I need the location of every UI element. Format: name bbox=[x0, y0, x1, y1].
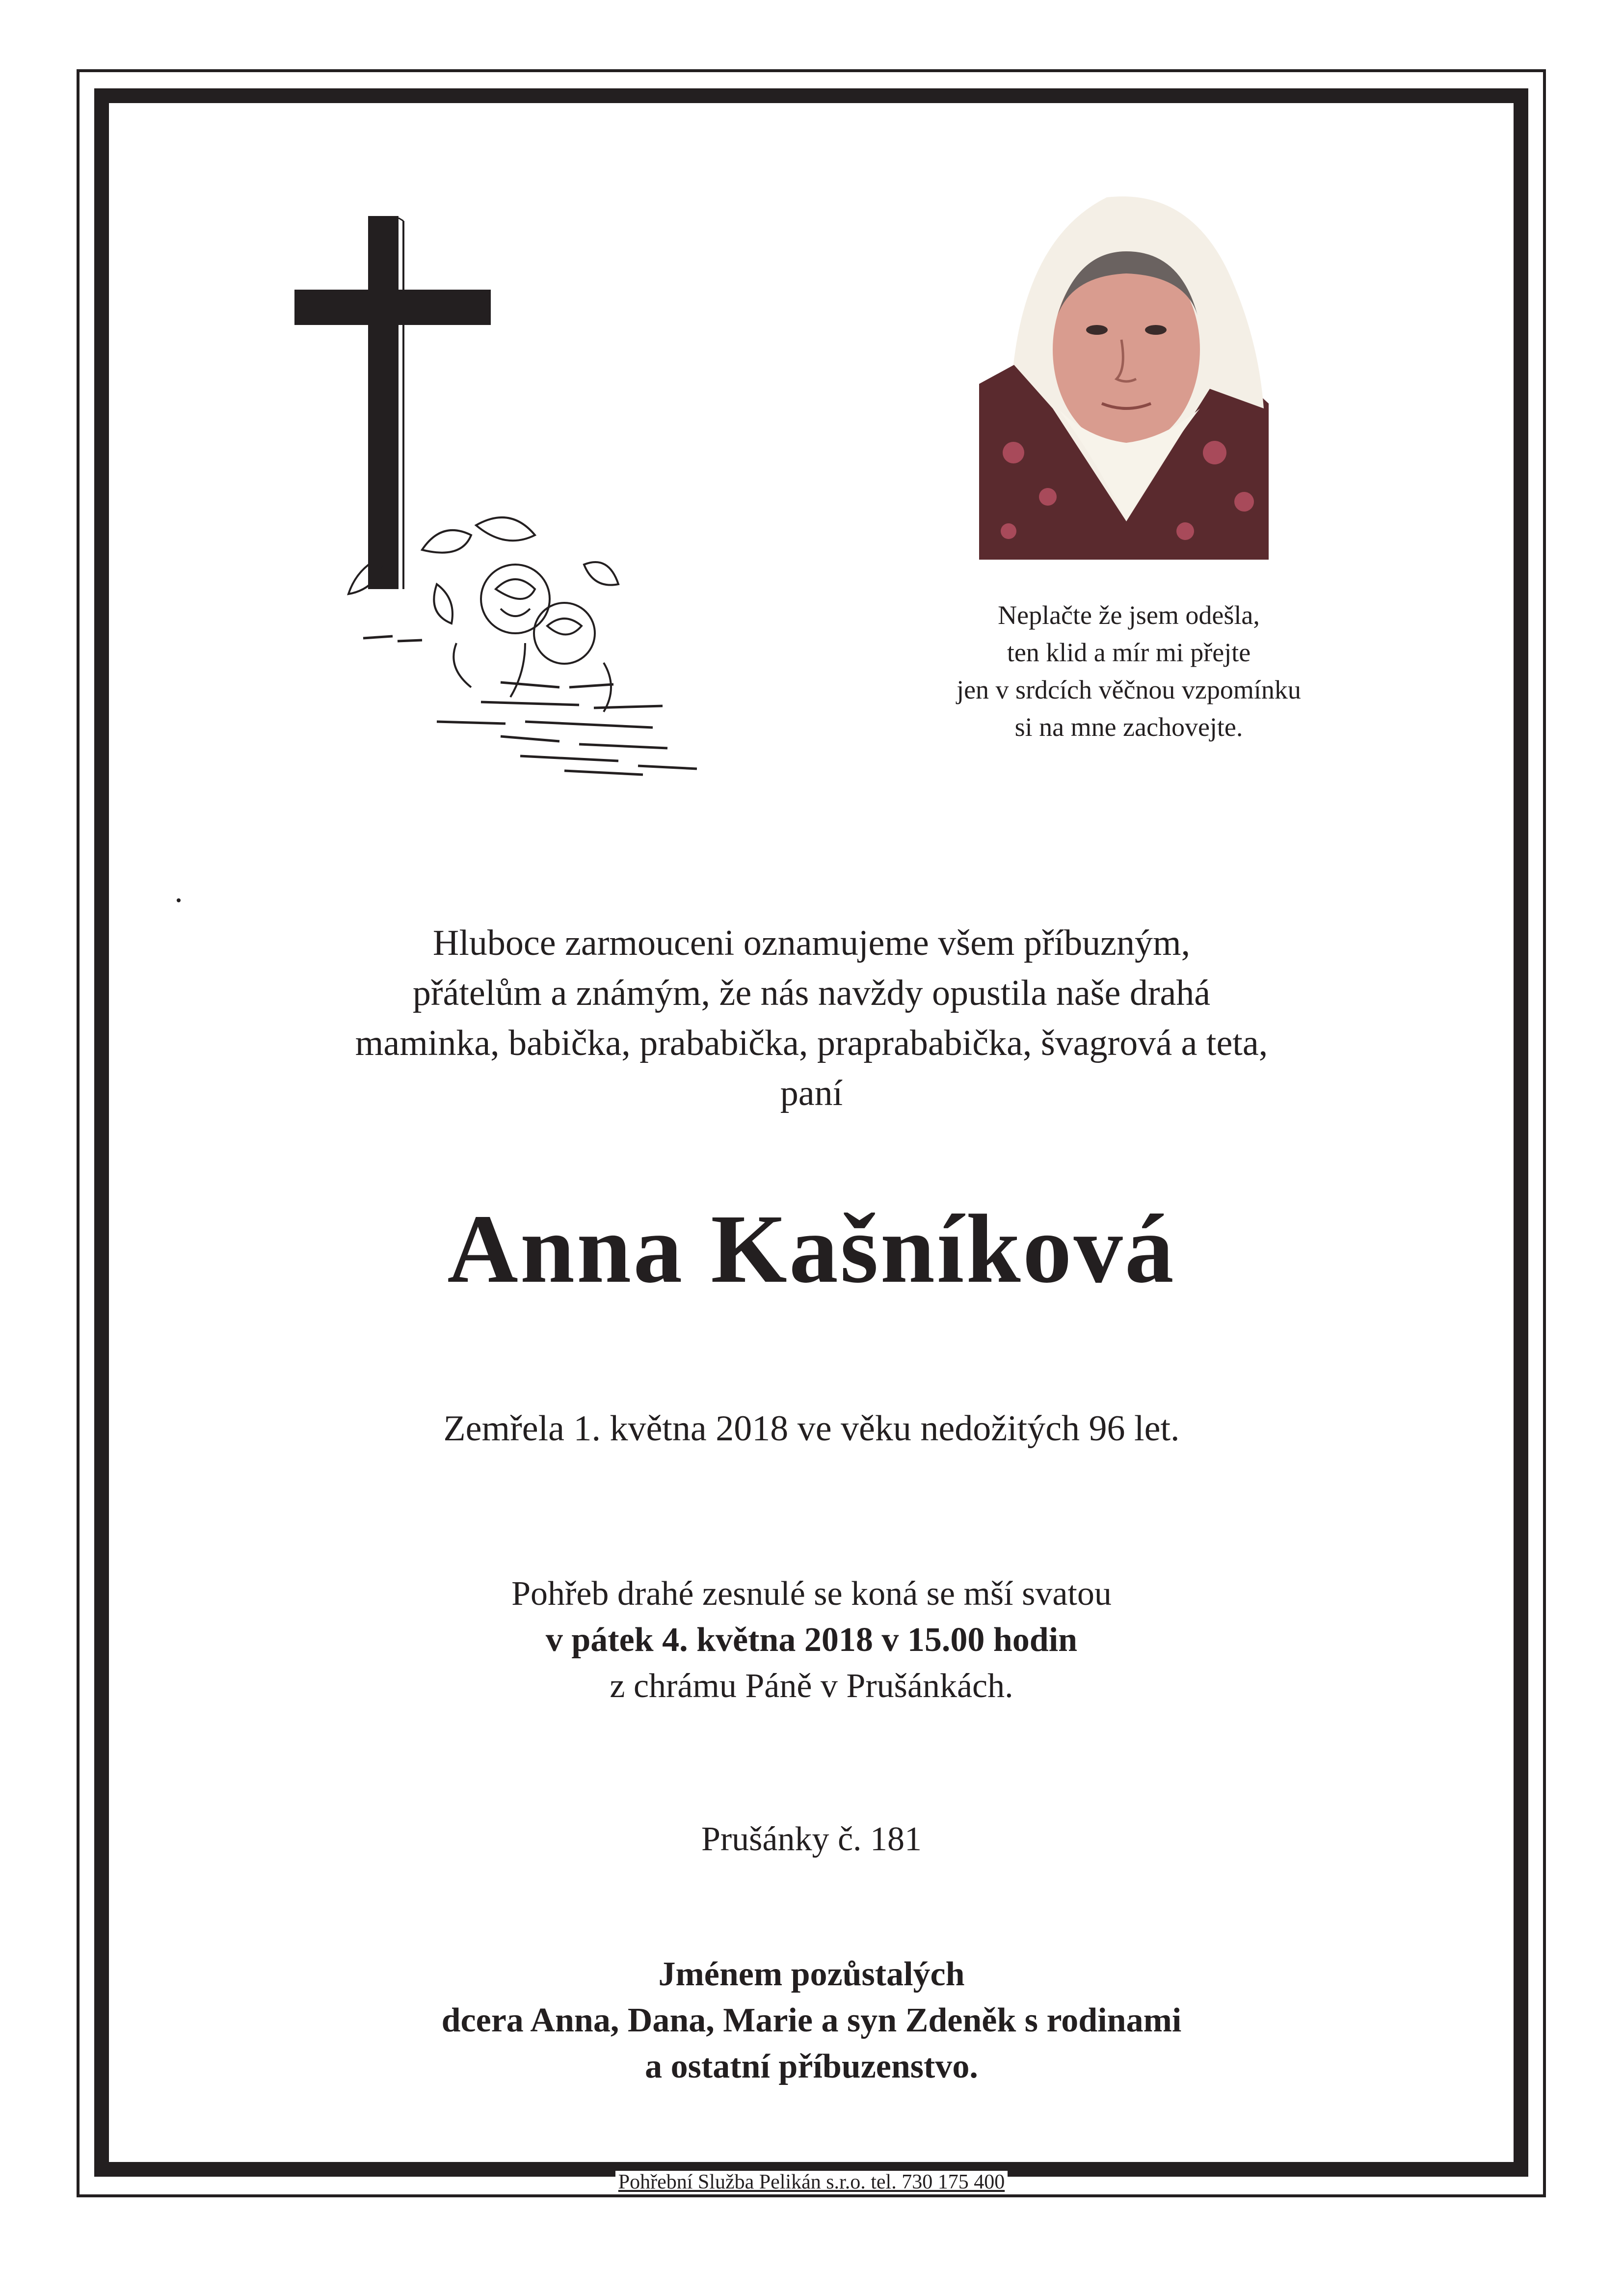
announcement-line: maminka, babička, prababička, praprababička, švagrová a teta, bbox=[355, 1023, 1268, 1063]
poem-line: Neplačte že jsem odešla, bbox=[998, 600, 1260, 630]
speck bbox=[177, 898, 181, 902]
announcement-line: paní bbox=[780, 1073, 843, 1113]
announcement-line: Hluboce zarmouceni oznamujeme všem příbuzným, bbox=[432, 923, 1191, 963]
poem-line: ten klid a mír mi přejte bbox=[1007, 638, 1251, 667]
poem-line: jen v srdcích věčnou vzpomínku bbox=[957, 675, 1301, 704]
poem-line: si na mne zachovejte. bbox=[1014, 712, 1243, 742]
announcement bbox=[0, 918, 1623, 1118]
poem bbox=[859, 596, 1399, 746]
survivors-line: a ostatní příbuzenstvo. bbox=[645, 2048, 978, 2085]
survivors-line: dcera Anna, Dana, Marie a syn Zdeněk s rodinami bbox=[441, 2001, 1182, 2039]
footer bbox=[0, 2170, 1623, 2194]
survivors bbox=[0, 1951, 1623, 2090]
funeral-place: z chrámu Páně v Prušánkách. bbox=[610, 1667, 1013, 1705]
funeral-info bbox=[0, 1571, 1623, 1709]
cross-with-roses-icon bbox=[290, 211, 746, 781]
deceased-name: Anna Kašníková bbox=[447, 1195, 1176, 1303]
announcement-line: přátelům a známým, že nás navždy opustila naše drahá bbox=[412, 973, 1211, 1013]
funeral-line: Pohřeb drahé zesnulé se koná se mší svatou bbox=[511, 1575, 1112, 1613]
footer-text: Pohřební Služba Pelikán s.r.o. tel. 730 175 400 bbox=[615, 2171, 1008, 2193]
death-date: Zemřela 1. května 2018 ve věku nedožitých 96 let. bbox=[443, 1408, 1180, 1449]
address: Prušánky č. 181 bbox=[701, 1820, 922, 1858]
survivors-line: Jménem pozůstalých bbox=[658, 1955, 965, 1993]
portrait-photo bbox=[979, 178, 1269, 560]
funeral-date: v pátek 4. května 2018 v 15.00 hodin bbox=[545, 1621, 1078, 1659]
